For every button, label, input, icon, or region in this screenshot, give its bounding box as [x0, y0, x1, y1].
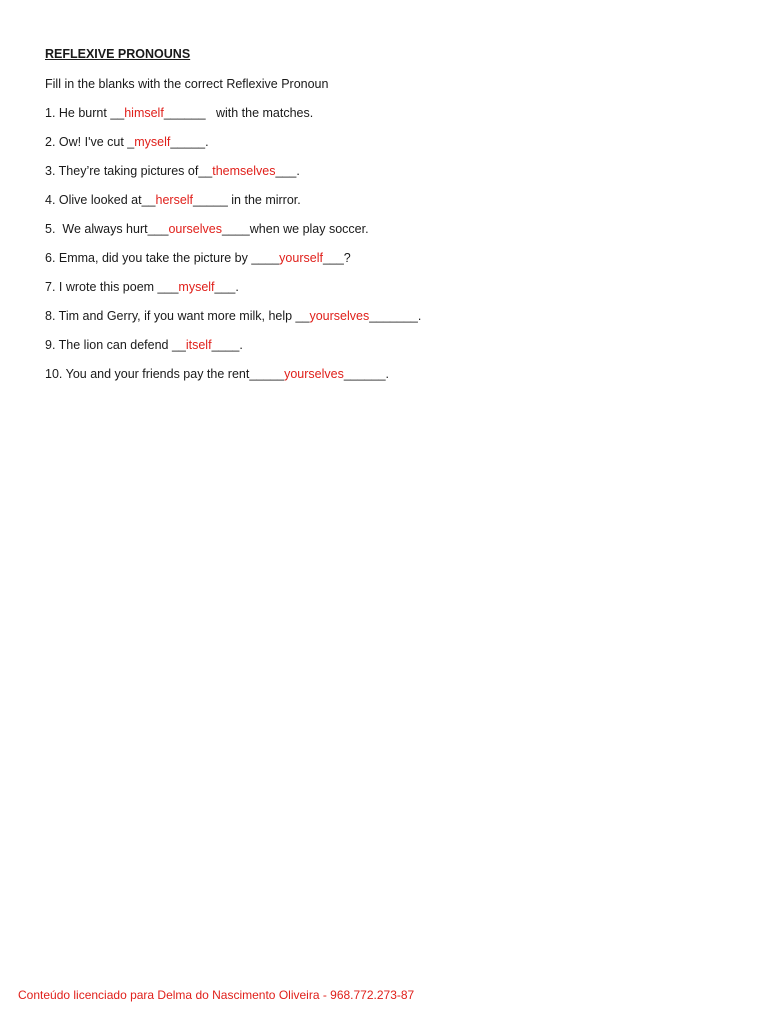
item-answer: himself: [124, 106, 164, 120]
item-answer: yourselves: [309, 309, 370, 323]
exercise-item-4: [45, 190, 735, 210]
item-text-after: ______ with the matches.: [163, 106, 314, 120]
item-text-before: 3. They’re taking pictures of__: [45, 164, 213, 178]
item-text-after: _____ in the mirror.: [193, 193, 301, 207]
item-text-before: 4. Olive looked at__: [45, 193, 156, 207]
exercise-item-5: [45, 219, 735, 239]
item-text-before: 10. You and your friends pay the rent_____: [45, 367, 285, 381]
item-text-after: _____.: [170, 135, 209, 149]
exercise-item-2: [45, 132, 735, 152]
item-text-after: ____when we play soccer.: [221, 222, 369, 236]
item-answer: ourselves: [168, 222, 222, 236]
item-answer: yourselves: [284, 367, 344, 381]
exercise-item-8: [45, 306, 735, 326]
item-text-after: ___?: [322, 251, 351, 265]
item-text-before: 5. We always hurt___: [45, 222, 169, 236]
exercise-item-9: [45, 335, 735, 355]
item-text-after: ____.: [211, 338, 243, 352]
worksheet-title: REFLEXIVE PRONOUNS: [45, 47, 191, 61]
item-answer: themselves: [212, 164, 276, 178]
item-text-after: ___.: [275, 164, 300, 178]
item-text-before: 6. Emma, did you take the picture by ____: [45, 251, 280, 265]
item-answer: myself: [134, 135, 171, 149]
exercise-item-1: [45, 103, 735, 123]
worksheet-page: [45, 44, 735, 393]
exercise-item-3: [45, 161, 735, 181]
item-answer: myself: [178, 280, 215, 294]
item-text-before: 8. Tim and Gerry, if you want more milk, help __: [45, 309, 310, 323]
item-text-after: ______.: [343, 367, 390, 381]
item-answer: itself: [185, 338, 212, 352]
worksheet-instruction: Fill in the blanks with the correct Reflexive Pronoun: [45, 77, 329, 91]
item-answer: herself: [155, 193, 194, 207]
license-footer: Conteúdo licenciado para Delma do Nascimento Oliveira - 968.772.273-87: [18, 988, 415, 1002]
item-answer: yourself: [279, 251, 323, 265]
exercise-list: [45, 103, 735, 384]
item-text-after: ___.: [214, 280, 239, 294]
item-text-after: _______.: [369, 309, 422, 323]
exercise-item-10: [45, 364, 735, 384]
item-text-before: 1. He burnt __: [45, 106, 125, 120]
exercise-item-7: [45, 277, 735, 297]
item-text-before: 7. I wrote this poem ___: [45, 280, 179, 294]
item-text-before: 9. The lion can defend __: [45, 338, 186, 352]
item-text-before: 2. Ow! I've cut _: [45, 135, 135, 149]
exercise-item-6: [45, 248, 735, 268]
